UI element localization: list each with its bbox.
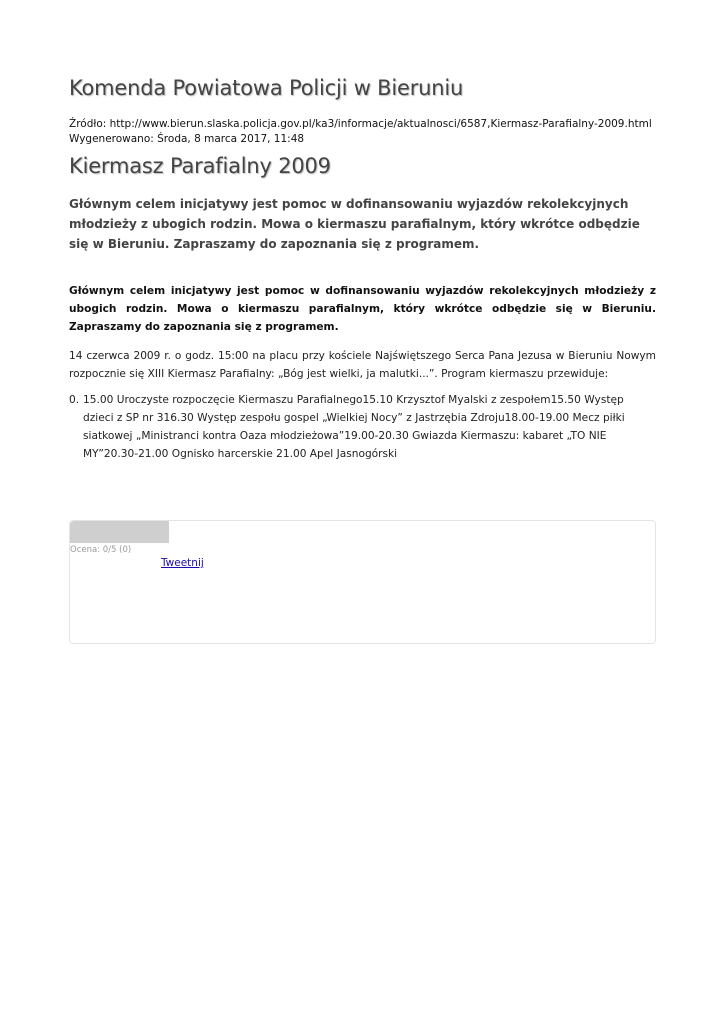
- source-line: Źródło: http://www.bierun.slaska.policja.gov.pl/ka3/informacje/aktualnosci/6587,Kiermasz-Parafialny-2009.html: [69, 118, 652, 130]
- article-paragraph: 14 czerwca 2009 r. o godz. 15:00 na placu przy kościele Najświętszego Serca Pana Jezusa w Bieruniu Nowym rozpocznie się XIII Kiermasz Parafialny: „Bóg jest wielki, ja malutki...”. Program kiermaszu przewiduje:: [69, 350, 656, 380]
- document-meta: [69, 117, 652, 147]
- article-intro: Głównym celem inicjatywy jest pomoc w dofinansowaniu wyjazdów rekolekcyjnych młodzieży z ubogich rodzin. Mowa o kiermaszu parafialnym, który wkrótce odbędzie się w Bieruniu. Zapraszamy do zapoznania się z programem.: [69, 285, 656, 333]
- rating-box: [69, 520, 656, 644]
- list-item-text: 15.00 Uroczyste rozpoczęcie Kiermaszu Parafialnego15.10 Krzysztof Myalski z zespołem15.50 Występ dzieci z SP nr 316.30 Występ zespołu gospel „Wielkiej Nocy” z Jastrzębia Zdroju18.00-19.00 Mecz piłki siatkowej „Ministranci kontra Oaza młodzieżowa”19.00-20.30 Gwiazda Kiermaszu: kabaret „TO NIE MY”20.30-21.00 Ognisko harcerskie 21.00 Apel Jasnogórski: [83, 394, 625, 460]
- site-title: Komenda Powiatowa Policji w Bieruniu: [69, 76, 464, 100]
- rating-text: Ocena: 0/5 (0): [70, 545, 132, 555]
- article-lead: Głównym celem inicjatywy jest pomoc w dofinansowaniu wyjazdów rekolekcyjnych młodzieży z ubogich rodzin. Mowa o kiermaszu parafialnym, który wkrótce odbędzie się w Bieruniu. Zapraszamy do zapoznania się z programem.: [69, 197, 640, 251]
- program-list: [69, 391, 656, 463]
- generated-line: Wygenerowano: Środa, 8 marca 2017, 11:48: [69, 133, 305, 145]
- article-title: Kiermasz Parafialny 2009: [69, 154, 331, 178]
- list-item-number: 0.: [69, 394, 80, 406]
- list-item: [69, 391, 656, 463]
- rating-bar[interactable]: [70, 521, 169, 543]
- tweet-link[interactable]: Tweetnij: [161, 557, 204, 569]
